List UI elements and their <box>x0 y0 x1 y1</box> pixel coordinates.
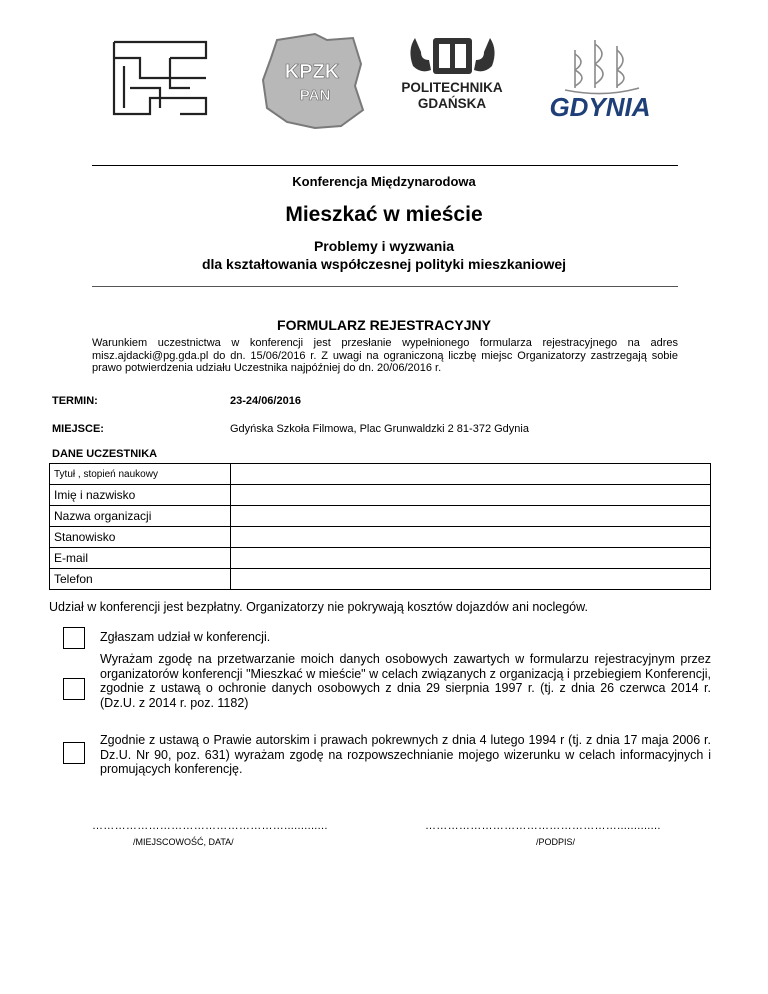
pan-text: PAN <box>299 87 331 104</box>
consent-checkbox-data-processing[interactable] <box>63 678 85 700</box>
termin-value: 23-24/06/2016 <box>230 395 301 407</box>
field-input-title[interactable] <box>231 464 711 485</box>
field-label-position: Stanowisko <box>50 527 231 548</box>
field-input-name[interactable] <box>231 485 711 506</box>
field-label-phone: Telefon <box>50 569 231 590</box>
signature-line[interactable]: ……………………………………………............. <box>425 820 661 832</box>
table-row <box>50 506 711 527</box>
politechnika-text: POLITECHNIKA <box>401 80 503 95</box>
consent-checkbox-participation[interactable] <box>63 627 85 649</box>
table-row <box>50 548 711 569</box>
consent-text-data-processing: Wyrażam zgodę na przetwarzanie moich danych osobowych zawartych w formularzu rejestracyjnym przez organizatorów konferencji "Mieszkać w mieście" w celach związanych z organizacją i przebiegiem Konferencji, zgodnie z ustawą o ochronie danych osobowych z dnia 29 sierpnia 1997 r. (tj. z dnia 26 czerwca 2014 r. (Dz.U. z 2014 r. poz. 1182) <box>100 652 711 710</box>
gdynia-text: GDYNIA <box>549 92 651 122</box>
header-top-rule <box>92 165 678 166</box>
termin-label: TERMIN: <box>52 395 98 407</box>
table-row <box>50 485 711 506</box>
table-row <box>50 464 711 485</box>
kpzk-text: KPZK <box>284 61 340 83</box>
consent-checkbox-image-rights[interactable] <box>63 742 85 764</box>
form-heading: FORMULARZ REJESTRACYJNY <box>277 317 491 333</box>
field-label-title: Tytuł , stopień naukowy <box>50 464 231 485</box>
page-title: Mieszkać w mieście <box>285 203 483 226</box>
miejsce-label: MIEJSCE: <box>52 423 104 435</box>
conference-label: Konferencja Międzynarodowa <box>292 174 476 189</box>
field-input-phone[interactable] <box>231 569 711 590</box>
place-date-label: /MIEJSCOWOŚĆ, DATA/ <box>133 837 234 847</box>
table-row <box>50 569 711 590</box>
field-label-organization: Nazwa organizacji <box>50 506 231 527</box>
form-intro: Warunkiem uczestnictwa w konferencji jest przesłanie wypełnionego formularza rejestracyjnego na adres misz.ajdacki@pg.gda.pl do dn. 15/06/2016 r. Z uwagi na ograniczoną liczbę miejsc Organizatorzy zastrzegają sobie prawo potwierdzenia udziału Uczestnika najpóźniej do dn. 20/06/2016 r. <box>92 337 678 375</box>
table-row <box>50 527 711 548</box>
field-input-email[interactable] <box>231 548 711 569</box>
field-label-email: E-mail <box>50 548 231 569</box>
logos-row <box>0 0 768 150</box>
politechnika-gdanska-logo-icon <box>395 30 510 130</box>
consent-text-image-rights: Zgodnie z ustawą o Prawie autorskim i prawach pokrewnych z dnia 4 lutego 1994 r (tj. z dnia 17 maja 2006 r. Dz.U. Nr 90, poz. 631) wyrażam zgodę na rozpowszechnianie mojego wizerunku w celach informacyjnych i promujących konferencję. <box>100 733 711 776</box>
signature-label: /PODPIS/ <box>536 837 576 847</box>
subtitle-line-1: Problemy i wyzwania <box>313 238 455 254</box>
maze-logo-icon <box>110 38 210 118</box>
gdanska-text: GDAŃSKA <box>417 96 487 111</box>
kpzk-pan-logo-icon <box>257 30 367 135</box>
consent-text-participation: Zgłaszam udział w konferencji. <box>100 630 271 644</box>
field-input-organization[interactable] <box>231 506 711 527</box>
fee-note: Udział w konferencji jest bezpłatny. Organizatorzy nie pokrywają kosztów dojazdów ani noclegów. <box>49 600 588 614</box>
gdynia-logo-icon <box>535 36 665 126</box>
place-date-line[interactable]: ……………………………………………............. <box>92 820 328 832</box>
header-bottom-rule <box>92 286 678 287</box>
field-label-name: Imię i nazwisko <box>50 485 231 506</box>
field-input-position[interactable] <box>231 527 711 548</box>
participant-heading: DANE UCZESTNIKA <box>52 448 158 460</box>
miejsce-value: Gdyńska Szkoła Filmowa, Plac Grunwaldzki 2 81-372 Gdynia <box>230 423 529 435</box>
participant-table <box>49 463 711 590</box>
subtitle-line-2: dla kształtowania współczesnej polityki mieszkaniowej <box>201 256 567 272</box>
